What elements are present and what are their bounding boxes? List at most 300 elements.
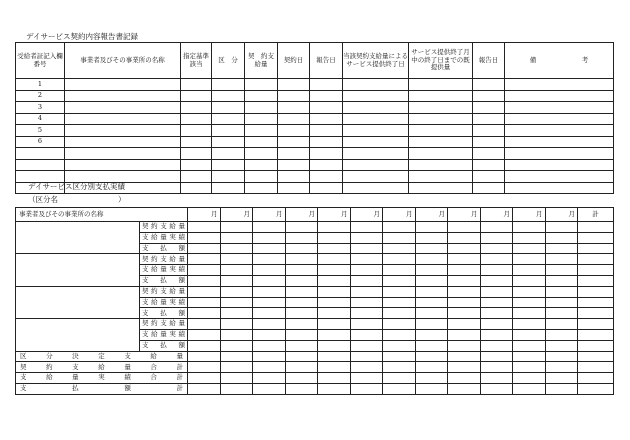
- amount-cell[interactable]: [253, 383, 286, 394]
- entry-cell[interactable]: [505, 171, 614, 183]
- amount-cell[interactable]: [480, 254, 513, 265]
- row-number-cell[interactable]: [16, 159, 65, 171]
- amount-cell[interactable]: [318, 222, 351, 233]
- amount-cell[interactable]: [350, 232, 383, 243]
- entry-cell[interactable]: [212, 90, 245, 102]
- amount-cell[interactable]: [318, 243, 351, 254]
- entry-cell[interactable]: [343, 125, 409, 137]
- amount-cell[interactable]: [383, 232, 416, 243]
- entry-cell[interactable]: [245, 136, 278, 148]
- amount-cell[interactable]: [188, 265, 221, 276]
- amount-cell[interactable]: [545, 275, 578, 286]
- entry-cell[interactable]: [310, 125, 343, 137]
- entry-cell[interactable]: [505, 90, 614, 102]
- entry-cell[interactable]: [409, 136, 473, 148]
- provider-name-cell[interactable]: [16, 319, 140, 351]
- provider-name-cell[interactable]: [16, 222, 140, 254]
- amount-cell[interactable]: [220, 329, 253, 340]
- amount-cell[interactable]: [480, 351, 513, 362]
- amount-cell[interactable]: [350, 254, 383, 265]
- amount-cell[interactable]: [220, 265, 253, 276]
- amount-cell[interactable]: [578, 340, 614, 351]
- amount-cell[interactable]: [513, 222, 546, 233]
- amount-cell[interactable]: [578, 243, 614, 254]
- amount-cell[interactable]: [415, 275, 448, 286]
- amount-cell[interactable]: [383, 275, 416, 286]
- entry-cell[interactable]: [473, 79, 505, 91]
- entry-cell[interactable]: [343, 136, 409, 148]
- amount-cell[interactable]: [415, 383, 448, 394]
- entry-cell[interactable]: [409, 182, 473, 194]
- amount-cell[interactable]: [415, 265, 448, 276]
- amount-cell[interactable]: [383, 243, 416, 254]
- entry-cell[interactable]: [310, 148, 343, 160]
- amount-cell[interactable]: [513, 340, 546, 351]
- amount-cell[interactable]: [253, 297, 286, 308]
- amount-cell[interactable]: [318, 340, 351, 351]
- amount-cell[interactable]: [220, 362, 253, 373]
- entry-cell[interactable]: [505, 125, 614, 137]
- entry-cell[interactable]: [473, 102, 505, 114]
- amount-cell[interactable]: [383, 297, 416, 308]
- amount-cell[interactable]: [513, 329, 546, 340]
- amount-cell[interactable]: [318, 383, 351, 394]
- amount-cell[interactable]: [415, 232, 448, 243]
- amount-cell[interactable]: [350, 265, 383, 276]
- amount-cell[interactable]: [545, 222, 578, 233]
- amount-cell[interactable]: [513, 351, 546, 362]
- amount-cell[interactable]: [220, 286, 253, 297]
- amount-cell[interactable]: [415, 329, 448, 340]
- amount-cell[interactable]: [545, 297, 578, 308]
- amount-cell[interactable]: [188, 275, 221, 286]
- row-number-cell[interactable]: 2: [16, 90, 65, 102]
- entry-cell[interactable]: [278, 171, 310, 183]
- amount-cell[interactable]: [513, 286, 546, 297]
- amount-cell[interactable]: [383, 362, 416, 373]
- amount-cell[interactable]: [383, 340, 416, 351]
- amount-cell[interactable]: [415, 297, 448, 308]
- amount-cell[interactable]: [415, 286, 448, 297]
- amount-cell[interactable]: [578, 286, 614, 297]
- amount-cell[interactable]: [188, 340, 221, 351]
- amount-cell[interactable]: [318, 319, 351, 330]
- entry-cell[interactable]: [343, 171, 409, 183]
- amount-cell[interactable]: [578, 351, 614, 362]
- entry-cell[interactable]: [343, 102, 409, 114]
- amount-cell[interactable]: [253, 222, 286, 233]
- amount-cell[interactable]: [545, 351, 578, 362]
- entry-cell[interactable]: [473, 148, 505, 160]
- amount-cell[interactable]: [220, 373, 253, 384]
- amount-cell[interactable]: [513, 383, 546, 394]
- entry-cell[interactable]: [212, 182, 245, 194]
- entry-cell[interactable]: [65, 125, 181, 137]
- entry-cell[interactable]: [505, 113, 614, 125]
- entry-cell[interactable]: [278, 102, 310, 114]
- entry-cell[interactable]: [278, 90, 310, 102]
- amount-cell[interactable]: [220, 297, 253, 308]
- entry-cell[interactable]: [343, 79, 409, 91]
- amount-cell[interactable]: [285, 308, 318, 319]
- amount-cell[interactable]: [253, 254, 286, 265]
- amount-cell[interactable]: [318, 232, 351, 243]
- amount-cell[interactable]: [448, 351, 481, 362]
- amount-cell[interactable]: [480, 232, 513, 243]
- entry-cell[interactable]: [343, 90, 409, 102]
- amount-cell[interactable]: [513, 243, 546, 254]
- amount-cell[interactable]: [513, 265, 546, 276]
- amount-cell[interactable]: [285, 383, 318, 394]
- amount-cell[interactable]: [188, 243, 221, 254]
- row-number-cell[interactable]: 4: [16, 113, 65, 125]
- amount-cell[interactable]: [285, 243, 318, 254]
- entry-cell[interactable]: [310, 136, 343, 148]
- amount-cell[interactable]: [318, 297, 351, 308]
- amount-cell[interactable]: [285, 254, 318, 265]
- entry-cell[interactable]: [310, 102, 343, 114]
- amount-cell[interactable]: [415, 308, 448, 319]
- entry-cell[interactable]: [212, 79, 245, 91]
- entry-cell[interactable]: [409, 79, 473, 91]
- entry-cell[interactable]: [278, 113, 310, 125]
- amount-cell[interactable]: [513, 308, 546, 319]
- entry-cell[interactable]: [409, 148, 473, 160]
- entry-cell[interactable]: [505, 182, 614, 194]
- entry-cell[interactable]: [181, 171, 212, 183]
- entry-cell[interactable]: [310, 79, 343, 91]
- amount-cell[interactable]: [253, 243, 286, 254]
- amount-cell[interactable]: [318, 275, 351, 286]
- amount-cell[interactable]: [285, 297, 318, 308]
- entry-cell[interactable]: [245, 90, 278, 102]
- amount-cell[interactable]: [350, 351, 383, 362]
- amount-cell[interactable]: [480, 329, 513, 340]
- amount-cell[interactable]: [383, 373, 416, 384]
- entry-cell[interactable]: [473, 125, 505, 137]
- amount-cell[interactable]: [448, 340, 481, 351]
- entry-cell[interactable]: [65, 159, 181, 171]
- amount-cell[interactable]: [448, 329, 481, 340]
- row-number-cell[interactable]: [16, 148, 65, 160]
- amount-cell[interactable]: [448, 297, 481, 308]
- amount-cell[interactable]: [513, 275, 546, 286]
- amount-cell[interactable]: [350, 286, 383, 297]
- entry-cell[interactable]: [409, 90, 473, 102]
- amount-cell[interactable]: [480, 362, 513, 373]
- amount-cell[interactable]: [285, 340, 318, 351]
- amount-cell[interactable]: [480, 383, 513, 394]
- row-number-cell[interactable]: 3: [16, 102, 65, 114]
- amount-cell[interactable]: [383, 308, 416, 319]
- amount-cell[interactable]: [448, 383, 481, 394]
- amount-cell[interactable]: [318, 265, 351, 276]
- entry-cell[interactable]: [505, 136, 614, 148]
- row-number-cell[interactable]: 6: [16, 136, 65, 148]
- entry-cell[interactable]: [505, 159, 614, 171]
- amount-cell[interactable]: [545, 243, 578, 254]
- provider-name-cell[interactable]: [16, 286, 140, 318]
- entry-cell[interactable]: [65, 90, 181, 102]
- amount-cell[interactable]: [513, 319, 546, 330]
- entry-cell[interactable]: [212, 171, 245, 183]
- amount-cell[interactable]: [480, 373, 513, 384]
- amount-cell[interactable]: [350, 275, 383, 286]
- entry-cell[interactable]: [212, 113, 245, 125]
- amount-cell[interactable]: [188, 383, 221, 394]
- amount-cell[interactable]: [318, 329, 351, 340]
- amount-cell[interactable]: [253, 373, 286, 384]
- entry-cell[interactable]: [212, 102, 245, 114]
- amount-cell[interactable]: [253, 340, 286, 351]
- amount-cell[interactable]: [220, 254, 253, 265]
- amount-cell[interactable]: [578, 232, 614, 243]
- amount-cell[interactable]: [318, 362, 351, 373]
- amount-cell[interactable]: [188, 319, 221, 330]
- amount-cell[interactable]: [220, 319, 253, 330]
- amount-cell[interactable]: [415, 351, 448, 362]
- entry-cell[interactable]: [409, 171, 473, 183]
- entry-cell[interactable]: [65, 136, 181, 148]
- amount-cell[interactable]: [383, 222, 416, 233]
- entry-cell[interactable]: [310, 113, 343, 125]
- entry-cell[interactable]: [278, 182, 310, 194]
- amount-cell[interactable]: [545, 362, 578, 373]
- amount-cell[interactable]: [188, 286, 221, 297]
- entry-cell[interactable]: [278, 159, 310, 171]
- amount-cell[interactable]: [480, 340, 513, 351]
- amount-cell[interactable]: [188, 329, 221, 340]
- amount-cell[interactable]: [383, 329, 416, 340]
- entry-cell[interactable]: [245, 182, 278, 194]
- amount-cell[interactable]: [578, 373, 614, 384]
- amount-cell[interactable]: [350, 319, 383, 330]
- amount-cell[interactable]: [318, 286, 351, 297]
- amount-cell[interactable]: [350, 222, 383, 233]
- entry-cell[interactable]: [245, 171, 278, 183]
- entry-cell[interactable]: [278, 125, 310, 137]
- amount-cell[interactable]: [188, 297, 221, 308]
- entry-cell[interactable]: [409, 159, 473, 171]
- amount-cell[interactable]: [545, 308, 578, 319]
- entry-cell[interactable]: [65, 102, 181, 114]
- amount-cell[interactable]: [415, 340, 448, 351]
- amount-cell[interactable]: [383, 265, 416, 276]
- amount-cell[interactable]: [480, 297, 513, 308]
- amount-cell[interactable]: [480, 243, 513, 254]
- entry-cell[interactable]: [343, 113, 409, 125]
- entry-cell[interactable]: [473, 90, 505, 102]
- amount-cell[interactable]: [285, 232, 318, 243]
- amount-cell[interactable]: [448, 319, 481, 330]
- amount-cell[interactable]: [448, 373, 481, 384]
- amount-cell[interactable]: [318, 254, 351, 265]
- amount-cell[interactable]: [415, 319, 448, 330]
- amount-cell[interactable]: [513, 232, 546, 243]
- entry-cell[interactable]: [473, 182, 505, 194]
- entry-cell[interactable]: [278, 79, 310, 91]
- amount-cell[interactable]: [578, 254, 614, 265]
- amount-cell[interactable]: [285, 329, 318, 340]
- amount-cell[interactable]: [480, 319, 513, 330]
- amount-cell[interactable]: [448, 308, 481, 319]
- amount-cell[interactable]: [448, 232, 481, 243]
- amount-cell[interactable]: [188, 308, 221, 319]
- amount-cell[interactable]: [578, 297, 614, 308]
- amount-cell[interactable]: [578, 308, 614, 319]
- entry-cell[interactable]: [245, 125, 278, 137]
- entry-cell[interactable]: [343, 148, 409, 160]
- entry-cell[interactable]: [65, 113, 181, 125]
- amount-cell[interactable]: [253, 265, 286, 276]
- entry-cell[interactable]: [278, 136, 310, 148]
- amount-cell[interactable]: [480, 222, 513, 233]
- amount-cell[interactable]: [220, 222, 253, 233]
- entry-cell[interactable]: [65, 79, 181, 91]
- amount-cell[interactable]: [513, 373, 546, 384]
- amount-cell[interactable]: [545, 373, 578, 384]
- amount-cell[interactable]: [480, 265, 513, 276]
- amount-cell[interactable]: [448, 243, 481, 254]
- entry-cell[interactable]: [181, 136, 212, 148]
- entry-cell[interactable]: [245, 159, 278, 171]
- amount-cell[interactable]: [188, 254, 221, 265]
- entry-cell[interactable]: [310, 159, 343, 171]
- amount-cell[interactable]: [350, 243, 383, 254]
- amount-cell[interactable]: [448, 265, 481, 276]
- amount-cell[interactable]: [350, 362, 383, 373]
- entry-cell[interactable]: [245, 148, 278, 160]
- amount-cell[interactable]: [220, 243, 253, 254]
- entry-cell[interactable]: [181, 182, 212, 194]
- amount-cell[interactable]: [383, 319, 416, 330]
- entry-cell[interactable]: [310, 171, 343, 183]
- amount-cell[interactable]: [578, 222, 614, 233]
- entry-cell[interactable]: [343, 182, 409, 194]
- amount-cell[interactable]: [318, 373, 351, 384]
- amount-cell[interactable]: [188, 222, 221, 233]
- amount-cell[interactable]: [253, 286, 286, 297]
- amount-cell[interactable]: [285, 351, 318, 362]
- entry-cell[interactable]: [409, 113, 473, 125]
- amount-cell[interactable]: [253, 362, 286, 373]
- entry-cell[interactable]: [181, 125, 212, 137]
- amount-cell[interactable]: [480, 275, 513, 286]
- amount-cell[interactable]: [253, 232, 286, 243]
- amount-cell[interactable]: [253, 308, 286, 319]
- amount-cell[interactable]: [513, 254, 546, 265]
- amount-cell[interactable]: [383, 254, 416, 265]
- entry-cell[interactable]: [212, 136, 245, 148]
- amount-cell[interactable]: [350, 340, 383, 351]
- amount-cell[interactable]: [415, 362, 448, 373]
- entry-cell[interactable]: [473, 171, 505, 183]
- entry-cell[interactable]: [181, 148, 212, 160]
- amount-cell[interactable]: [545, 254, 578, 265]
- amount-cell[interactable]: [285, 275, 318, 286]
- amount-cell[interactable]: [220, 383, 253, 394]
- amount-cell[interactable]: [578, 383, 614, 394]
- amount-cell[interactable]: [545, 265, 578, 276]
- amount-cell[interactable]: [578, 265, 614, 276]
- amount-cell[interactable]: [220, 232, 253, 243]
- entry-cell[interactable]: [505, 79, 614, 91]
- entry-cell[interactable]: [245, 102, 278, 114]
- amount-cell[interactable]: [253, 351, 286, 362]
- row-number-cell[interactable]: 1: [16, 79, 65, 91]
- amount-cell[interactable]: [545, 329, 578, 340]
- amount-cell[interactable]: [448, 362, 481, 373]
- entry-cell[interactable]: [409, 102, 473, 114]
- entry-cell[interactable]: [181, 113, 212, 125]
- provider-name-cell[interactable]: [16, 254, 140, 286]
- amount-cell[interactable]: [415, 243, 448, 254]
- amount-cell[interactable]: [285, 373, 318, 384]
- amount-cell[interactable]: [448, 286, 481, 297]
- amount-cell[interactable]: [513, 297, 546, 308]
- amount-cell[interactable]: [383, 351, 416, 362]
- amount-cell[interactable]: [350, 297, 383, 308]
- amount-cell[interactable]: [350, 308, 383, 319]
- amount-cell[interactable]: [285, 362, 318, 373]
- entry-cell[interactable]: [310, 90, 343, 102]
- amount-cell[interactable]: [253, 275, 286, 286]
- entry-cell[interactable]: [278, 148, 310, 160]
- amount-cell[interactable]: [285, 265, 318, 276]
- entry-cell[interactable]: [245, 113, 278, 125]
- amount-cell[interactable]: [188, 362, 221, 373]
- amount-cell[interactable]: [578, 362, 614, 373]
- amount-cell[interactable]: [318, 308, 351, 319]
- amount-cell[interactable]: [350, 383, 383, 394]
- amount-cell[interactable]: [220, 275, 253, 286]
- amount-cell[interactable]: [188, 373, 221, 384]
- amount-cell[interactable]: [220, 340, 253, 351]
- amount-cell[interactable]: [578, 329, 614, 340]
- amount-cell[interactable]: [415, 254, 448, 265]
- amount-cell[interactable]: [220, 308, 253, 319]
- amount-cell[interactable]: [350, 329, 383, 340]
- amount-cell[interactable]: [285, 286, 318, 297]
- entry-cell[interactable]: [343, 159, 409, 171]
- entry-cell[interactable]: [245, 79, 278, 91]
- amount-cell[interactable]: [513, 362, 546, 373]
- entry-cell[interactable]: [212, 148, 245, 160]
- amount-cell[interactable]: [545, 286, 578, 297]
- amount-cell[interactable]: [220, 351, 253, 362]
- amount-cell[interactable]: [253, 319, 286, 330]
- amount-cell[interactable]: [545, 319, 578, 330]
- amount-cell[interactable]: [350, 373, 383, 384]
- amount-cell[interactable]: [448, 222, 481, 233]
- amount-cell[interactable]: [253, 329, 286, 340]
- entry-cell[interactable]: [181, 79, 212, 91]
- amount-cell[interactable]: [578, 319, 614, 330]
- entry-cell[interactable]: [473, 136, 505, 148]
- amount-cell[interactable]: [545, 232, 578, 243]
- amount-cell[interactable]: [480, 286, 513, 297]
- amount-cell[interactable]: [415, 373, 448, 384]
- row-number-cell[interactable]: 5: [16, 125, 65, 137]
- amount-cell[interactable]: [448, 254, 481, 265]
- amount-cell[interactable]: [318, 351, 351, 362]
- entry-cell[interactable]: [310, 182, 343, 194]
- entry-cell[interactable]: [65, 148, 181, 160]
- amount-cell[interactable]: [383, 286, 416, 297]
- entry-cell[interactable]: [181, 90, 212, 102]
- amount-cell[interactable]: [415, 222, 448, 233]
- amount-cell[interactable]: [545, 383, 578, 394]
